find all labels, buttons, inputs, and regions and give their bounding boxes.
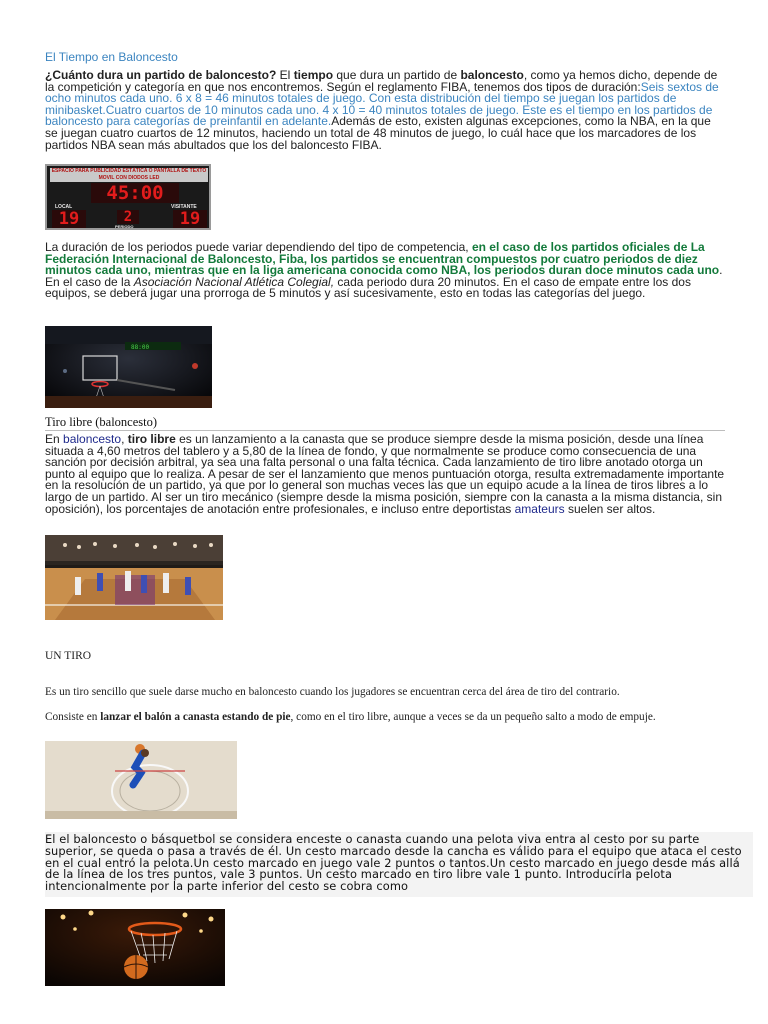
text-span: es un lanzamiento a la canasta que se produce siempre desde la misma posición, desde una línea situada a 4,60 metros del tablero y a 5,80 de la línea de fondo, y que normalmente se produce como consecuencia de una sanción por decisión arbitral, ya sea una falta personal o una falta técnica. Cada lanzamiento de tiro libre anotado otorga un punto al equipo que lo realiza. A pesar de ser el lanzamiento que menos puntuación otorga, resulta extremadamente importante en la resolución de un partido, ya que por lo general son muchas veces las que un equipo acude a la línea de tiros libres a lo largo de un partido. Al ser un tiro mecánico (siempre desde la misma posición, siempre con la canasta a la misma distancia, sin oposición), los porcentajes de anotación entre profesionales, e incluso entre deportistas (45, 432, 725, 516)
section-heading-free-throw: Tiro libre (baloncesto) (45, 415, 158, 429)
period-value: 2 (117, 210, 139, 224)
paragraph-periods (45, 242, 725, 300)
scoreboard-clock: 45:00 (91, 183, 179, 203)
visitor-label: VISITANTE (171, 204, 197, 210)
link-amateurs[interactable]: amateurs (514, 501, 565, 516)
bold-term: tiempo (293, 68, 334, 82)
paragraph-duration (45, 70, 725, 151)
svg-text:88:00: 88:00 (131, 344, 150, 351)
text-span: En (45, 432, 64, 446)
bold-term: baloncesto (460, 68, 524, 82)
heading-un-tiro: UN TIRO (45, 650, 92, 662)
local-label: LOCAL (55, 204, 73, 210)
paragraph-free-throw (45, 434, 725, 515)
paragraph-standing-shot (45, 707, 725, 728)
visitor-score: 19 (173, 210, 207, 228)
text-span: Además de esto, existen algunas excepciones, como la NBA, en la que se juegan cuatro cuartos de 12 minutos, haciendo un total de 48 minutos de juego, lo cuál hace que los marcadores de los partidos NBA sean más abultados que los del baloncesto FIBA. (45, 114, 711, 152)
period-label: PERIODO (115, 224, 134, 229)
section-divider (45, 430, 725, 431)
text-span: , como en el tiro libre, aunque a veces se da un pequeño salto a modo de empuje. (290, 711, 656, 723)
link-baloncesto[interactable]: baloncesto (63, 432, 122, 446)
text-span: La duración de los periodos puede variar dependiendo del tipo de competencia, (45, 240, 472, 254)
hoop-photo (45, 909, 225, 986)
question-text: ¿Cuánto dura un partido de baloncesto? (45, 68, 277, 82)
scoreboard-image (45, 164, 211, 230)
arena-illustration (45, 326, 212, 408)
arena-photo (45, 326, 212, 408)
bold-term: tiro libre (127, 432, 176, 446)
bold-term: lanzar el balón a canasta estando de pie (100, 711, 291, 723)
text-span: . En el caso de la (45, 263, 723, 289)
text-span: , (121, 432, 128, 446)
local-score: 19 (52, 210, 86, 228)
page-title: El Tiempo en Baloncesto (45, 50, 178, 64)
highlighted-text: Seis sextos de ocho minutos cada uno. 6 x 8 = 46 minutos totales de juego. Con esta distribución del tiempo se juegan los partidos de minibasket.Cuatro cuartos de 10 minutos cada uno. 4 x 10 = 40 minutos totales de juego. Este es el tiempo en los partidos de baloncesto para categorías de preinfantil en adelante. (45, 79, 719, 129)
scoreboard-header: ESPACIO PARA PUBLICIDAD ESTÁTICA O PANTALLA DE TEXTO MOVIL CON DIODOS LED (51, 168, 207, 181)
paragraph-shot: Es un tiro sencillo que suele darse mucho en baloncesto cuando los jugadores se encuentran cerca del área de tiro del contrario. (45, 686, 620, 698)
court-illustration (45, 535, 223, 620)
dunk-photo (45, 741, 237, 819)
text-span: Consiste en (45, 711, 101, 723)
text-span: que dura un partido de (333, 68, 461, 82)
highlighted-text: en el caso de los partidos oficiales de La Federación Internacional de Baloncesto, Fiba, los partidos se encuentran compuestos por cuatro periodos de diez minutos cada uno, mientras que en la liga americana conocida como NBA, los periodos duran doce minutos cada uno (45, 240, 720, 278)
italic-text: Asociación Nacional Atlética Colegial, (133, 274, 335, 289)
text-span: , como ya hemos dicho, depende de la competición y categoría en que nos encontremos. Según el reglamento FIBA, tenemos dos tipos de duración: (45, 68, 718, 94)
text-span: El (276, 68, 294, 82)
paragraph-scoring: El el baloncesto o básquetbol se considera enceste o canasta cuando una pelota viva entra al cesto por su parte superior, se queda o pasa a través de él. Un cesto marcado desde la cancha es válido para el equipo que ataca el cesto en el cual entró la pelota.Un cesto marcado en juego vale 2 puntos o tantos.Un cesto marcado en juego desde más allá de la línea de los tres puntos, vale 3 puntos. Un cesto marcado en tiro libre vale 1 punto. Introducirla pelota intencionalmente por la parte inferior del cesto se cobra como (45, 832, 742, 894)
dunk-illustration (45, 741, 237, 819)
hoop-illustration (45, 909, 225, 986)
free-throw-photo (45, 535, 223, 620)
text-span: suelen ser altos. (564, 501, 656, 516)
text-span: cada periodo dura 20 minutos. En el caso de empate entre los dos equipos, se deberá jugar una prorroga de 5 minutos y así sucesivamente, esto en todas las categorías del juego. (45, 274, 691, 301)
